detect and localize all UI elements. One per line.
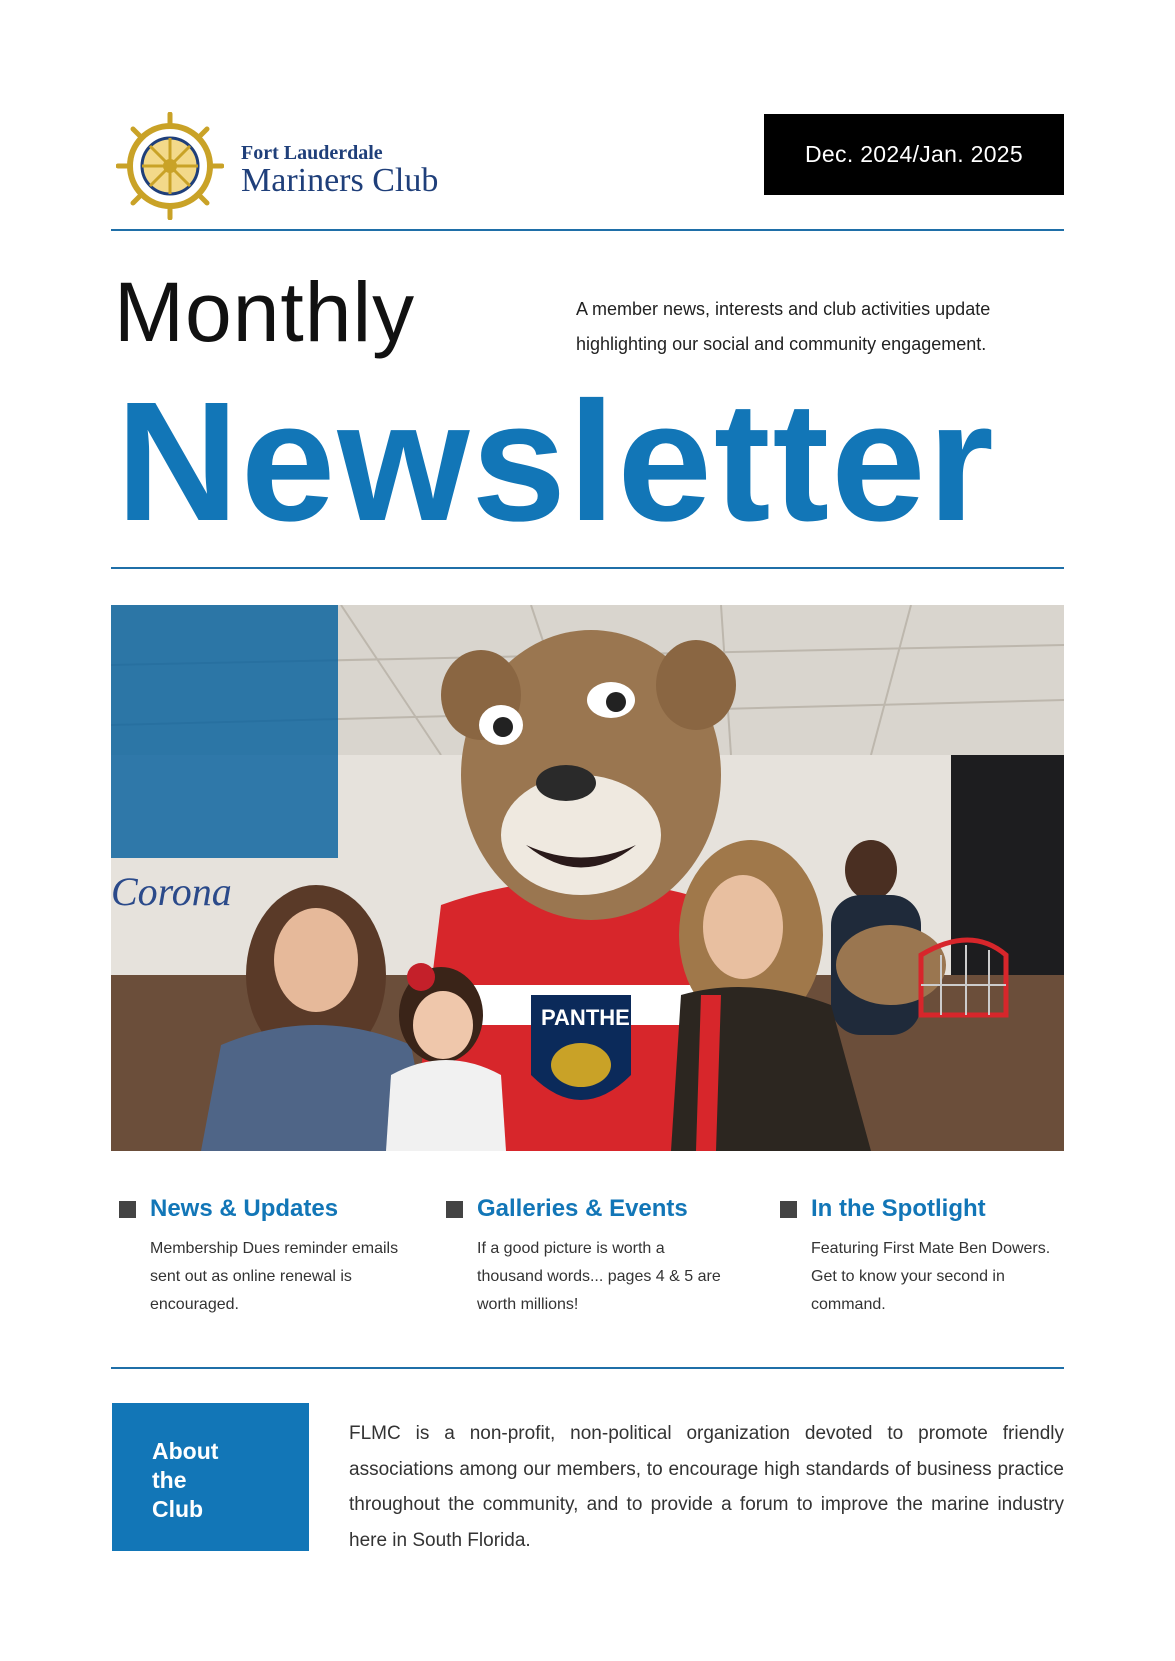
- tagline-line-2: highlighting our social and community engagement.: [576, 334, 987, 354]
- about-label-line-2: the: [152, 1467, 187, 1493]
- section-body: Featuring First Mate Ben Dowers. Get to know your second in command.: [811, 1240, 1051, 1313]
- square-bullet-icon: [119, 1201, 136, 1218]
- club-logo: [116, 112, 476, 224]
- hero-blue-overlay: [111, 605, 338, 858]
- section-header: [446, 1195, 736, 1223]
- svg-text:Corona: Corona: [111, 869, 232, 914]
- section-title: Galleries & Events: [477, 1195, 688, 1222]
- masthead-newsletter: Newsletter: [116, 367, 996, 557]
- hero-photo: [111, 605, 1064, 1151]
- logo-line-2: Mariners Club: [241, 162, 439, 199]
- logo-line-1: Fort Lauderdale: [241, 142, 383, 164]
- section-header: [780, 1195, 1070, 1223]
- section-title: In the Spotlight: [811, 1195, 986, 1222]
- masthead-divider: [111, 567, 1064, 569]
- section-body: Membership Dues reminder emails sent out as online renewal is encouraged.: [150, 1240, 399, 1313]
- header-divider: [111, 229, 1064, 231]
- logo-wordmark: [241, 142, 438, 198]
- tagline-line-1: A member news, interests and club activities update: [576, 299, 991, 319]
- about-club-label: [112, 1403, 309, 1551]
- section-body: If a good picture is worth a thousand words... pages 4 & 5 are worth millions!: [477, 1240, 721, 1313]
- square-bullet-icon: [446, 1201, 463, 1218]
- about-label-line-3: Club: [152, 1496, 204, 1522]
- svg-text:PANTHERS: PANTHERS: [541, 1005, 661, 1030]
- issue-date-badge: Dec. 2024/Jan. 2025: [764, 114, 1064, 195]
- section-news-updates: [119, 1195, 409, 1319]
- masthead-monthly: Monthly: [114, 265, 416, 359]
- section-in-the-spotlight: [780, 1195, 1070, 1319]
- section-galleries-events: [446, 1195, 736, 1319]
- masthead-tagline: [576, 292, 1076, 362]
- about-label-line-1: About: [152, 1438, 219, 1464]
- square-bullet-icon: [780, 1201, 797, 1218]
- footer-divider: [111, 1367, 1064, 1369]
- section-header: [119, 1195, 409, 1223]
- ships-wheel-icon: [116, 112, 224, 220]
- about-club-text: FLMC is a non-profit, non-political organization devoted to promote friendly associations among our members, to encourage high standards of business practice throughout the community, and to provide a forum to improve the marine industry here in South Florida.: [349, 1423, 1064, 1551]
- section-title: News & Updates: [150, 1195, 339, 1222]
